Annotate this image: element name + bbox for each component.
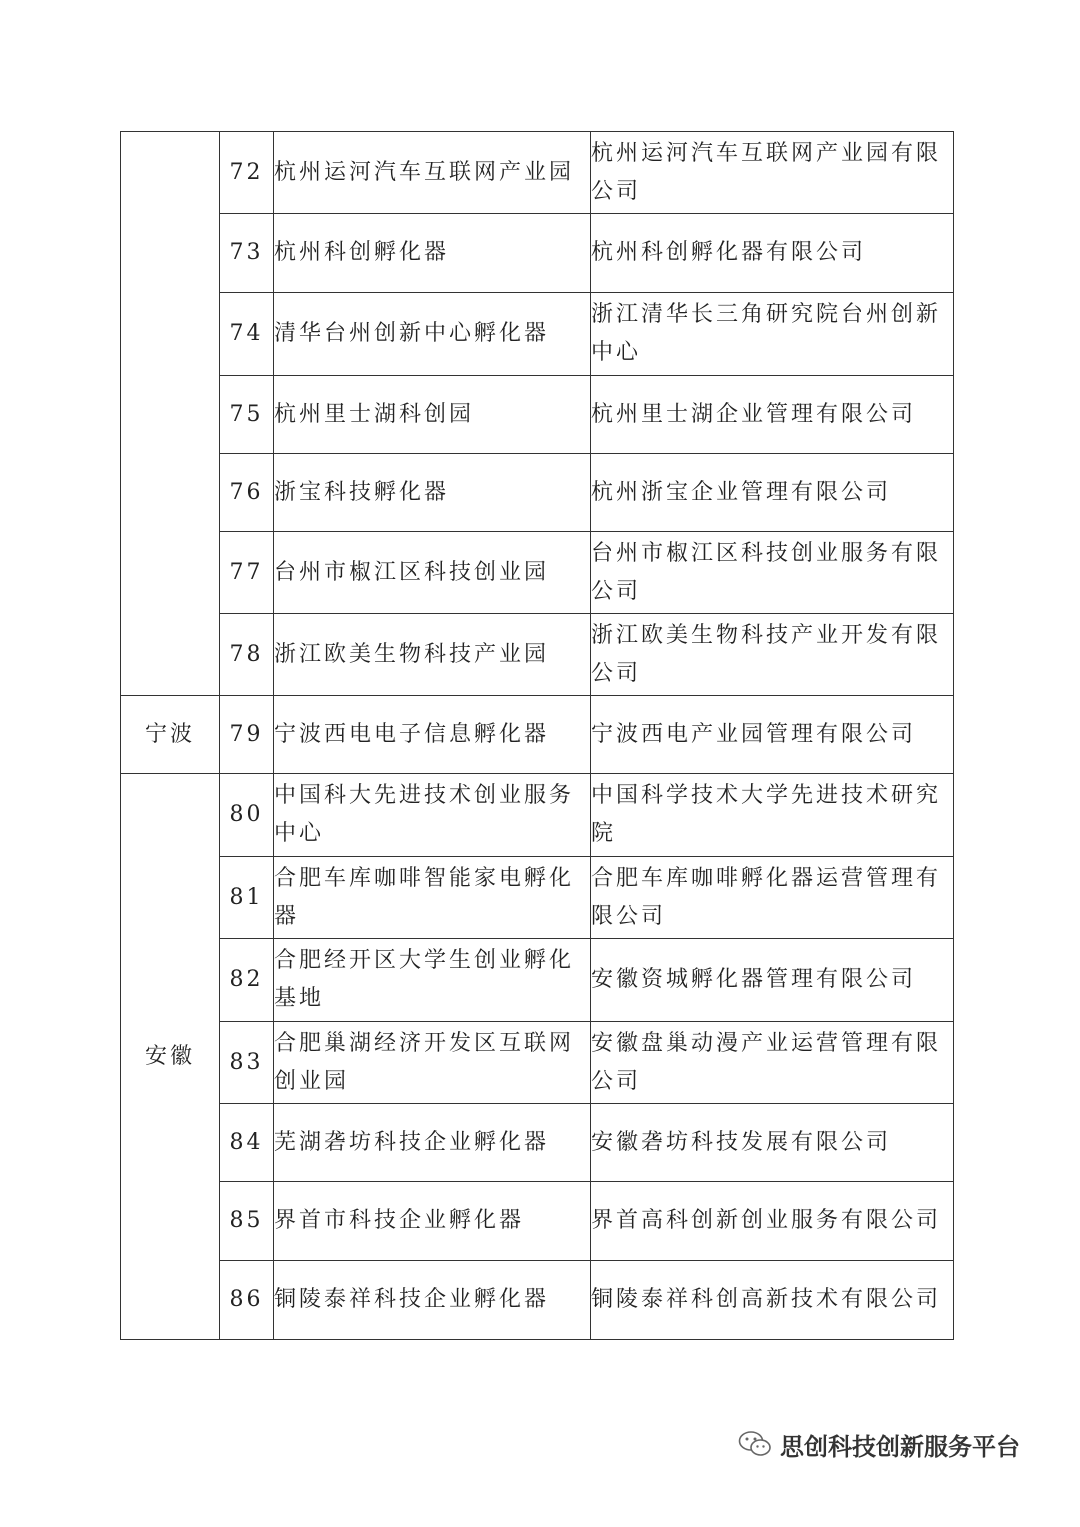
row-number: 77 xyxy=(220,532,274,614)
operating-organization: 宁波西电产业园管理有限公司 xyxy=(591,696,954,774)
row-number: 84 xyxy=(220,1104,274,1182)
operating-organization: 浙江清华长三角研究院台州创新中心 xyxy=(591,293,954,376)
row-number: 73 xyxy=(220,214,274,293)
operating-organization: 安徽盘巢动漫产业运营管理有限公司 xyxy=(591,1022,954,1104)
incubator-name: 中国科大先进技术创业服务中心 xyxy=(274,774,591,857)
watermark xyxy=(738,1424,1020,1464)
incubator-name: 浙宝科技孵化器 xyxy=(274,454,591,532)
table-row xyxy=(121,774,954,857)
region-cell: 安徽 xyxy=(121,774,220,1340)
operating-organization: 中国科学技术大学先进技术研究院 xyxy=(591,774,954,857)
row-number: 82 xyxy=(220,939,274,1022)
table-row xyxy=(121,696,954,774)
row-number: 81 xyxy=(220,857,274,939)
table-row xyxy=(121,857,954,939)
operating-organization: 安徽砻坊科技发展有限公司 xyxy=(591,1104,954,1182)
incubator-name: 杭州里士湖科创园 xyxy=(274,376,591,454)
operating-organization: 台州市椒江区科技创业服务有限公司 xyxy=(591,532,954,614)
operating-organization: 浙江欧美生物科技产业开发有限公司 xyxy=(591,614,954,696)
row-number: 83 xyxy=(220,1022,274,1104)
table-row xyxy=(121,454,954,532)
table-row xyxy=(121,532,954,614)
table-row xyxy=(121,1022,954,1104)
row-number: 74 xyxy=(220,293,274,376)
table-row xyxy=(121,1182,954,1261)
incubator-name: 界首市科技企业孵化器 xyxy=(274,1182,591,1261)
row-number: 86 xyxy=(220,1261,274,1340)
incubator-name: 杭州运河汽车互联网产业园 xyxy=(274,132,591,214)
operating-organization: 杭州里士湖企业管理有限公司 xyxy=(591,376,954,454)
incubator-name: 合肥经开区大学生创业孵化基地 xyxy=(274,939,591,1022)
table-row xyxy=(121,939,954,1022)
operating-organization: 铜陵泰祥科创高新技术有限公司 xyxy=(591,1261,954,1340)
table-row xyxy=(121,376,954,454)
operating-organization: 安徽资城孵化器管理有限公司 xyxy=(591,939,954,1022)
table-row xyxy=(121,293,954,376)
row-number: 75 xyxy=(220,376,274,454)
table-row xyxy=(121,214,954,293)
incubator-name: 合肥巢湖经济开发区互联网创业园 xyxy=(274,1022,591,1104)
incubator-name: 杭州科创孵化器 xyxy=(274,214,591,293)
operating-organization: 杭州运河汽车互联网产业园有限公司 xyxy=(591,132,954,214)
operating-organization: 合肥车库咖啡孵化器运营管理有限公司 xyxy=(591,857,954,939)
incubator-name: 铜陵泰祥科技企业孵化器 xyxy=(274,1261,591,1340)
row-number: 78 xyxy=(220,614,274,696)
table-row xyxy=(121,1261,954,1340)
incubator-name: 清华台州创新中心孵化器 xyxy=(274,293,591,376)
table-row xyxy=(121,132,954,214)
incubator-name: 宁波西电电子信息孵化器 xyxy=(274,696,591,774)
incubator-name: 合肥车库咖啡智能家电孵化器 xyxy=(274,857,591,939)
region-cell: 宁波 xyxy=(121,696,220,774)
row-number: 79 xyxy=(220,696,274,774)
operating-organization: 杭州科创孵化器有限公司 xyxy=(591,214,954,293)
row-number: 72 xyxy=(220,132,274,214)
incubator-name: 芜湖砻坊科技企业孵化器 xyxy=(274,1104,591,1182)
table-row xyxy=(121,614,954,696)
region-cell xyxy=(121,132,220,696)
row-number: 80 xyxy=(220,774,274,857)
table-row xyxy=(121,1104,954,1182)
incubator-name: 台州市椒江区科技创业园 xyxy=(274,532,591,614)
operating-organization: 杭州浙宝企业管理有限公司 xyxy=(591,454,954,532)
watermark-text: 思创科技创新服务平台 xyxy=(780,1432,1020,1461)
operating-organization: 界首高科创新创业服务有限公司 xyxy=(591,1182,954,1261)
row-number: 85 xyxy=(220,1182,274,1261)
wechat-icon xyxy=(738,1430,772,1458)
incubator-name: 浙江欧美生物科技产业园 xyxy=(274,614,591,696)
row-number: 76 xyxy=(220,454,274,532)
incubator-table xyxy=(120,131,954,1340)
